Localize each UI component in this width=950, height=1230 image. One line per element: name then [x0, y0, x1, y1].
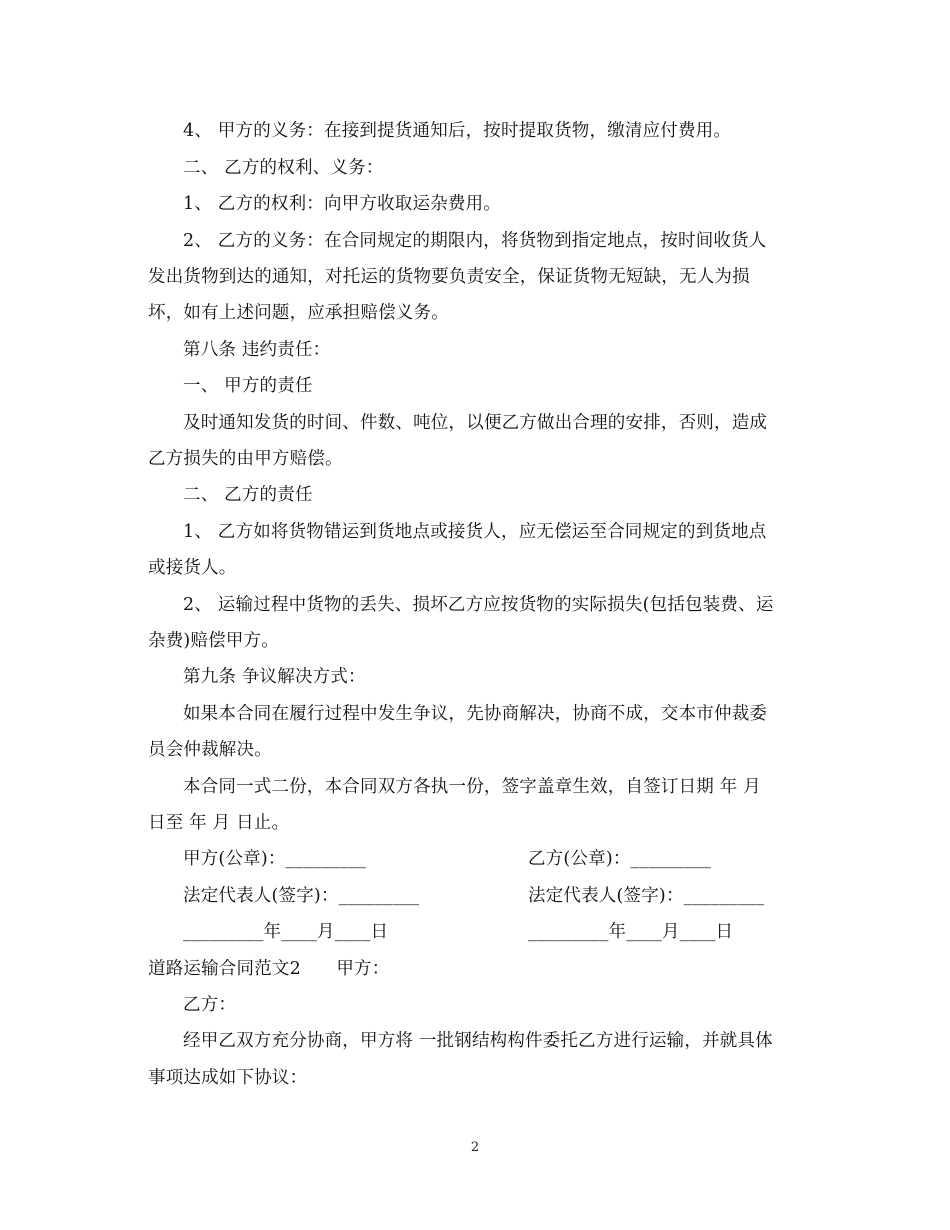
party-line: 乙方：	[183, 995, 237, 1015]
party-a-seal-field: 甲方(公章)：_________	[183, 849, 367, 869]
paragraph-line: 坏，如有上述问题，应承担赔偿义务。	[148, 303, 449, 323]
paragraph-line: 2、 乙方的义务：在合同规定的期限内，将货物到指定地点，按时间收货人	[183, 231, 767, 251]
section-heading: 二、 乙方的权利、义务：	[183, 158, 384, 178]
paragraph-line: 及时通知发货的时间、件数、吨位，以便乙方做出合理的安排，否则，造成	[183, 413, 768, 433]
paragraph-line: 2、 运输过程中货物的丢失、损坏乙方应按货物的实际损失(包括包装费、运	[183, 595, 774, 615]
party-b-representative-field: 法定代表人(签字)：_________	[528, 886, 765, 906]
article-heading: 第九条 争议解决方式：	[183, 667, 366, 687]
paragraph-line: 发出货物到达的通知，对托运的货物要负责安全，保证货物无短缺，无人为损	[148, 267, 750, 287]
paragraph-line: 事项达成如下协议：	[148, 1068, 308, 1088]
party-a-date-field: _________年____月____日	[183, 922, 389, 942]
paragraph-line: 杂费)赔偿甲方。	[148, 631, 279, 651]
paragraph-line: 4、 甲方的义务：在接到提货通知后，按时提取货物，缴清应付费用。	[183, 121, 732, 141]
section-heading: 一、 甲方的责任	[183, 376, 313, 396]
page-number: 2	[470, 1140, 480, 1155]
paragraph-line: 本合同一式二份，本合同双方各执一份，签字盖章生效，自签订日期 年 月	[183, 777, 761, 797]
document-heading: 道路运输合同范文2 甲方：	[148, 959, 390, 979]
party-b-date-field: _________年____月____日	[528, 922, 734, 942]
paragraph-line: 1、 乙方的权利：向甲方收取运杂费用。	[183, 194, 501, 214]
party-b-seal-field: 乙方(公章)：_________	[528, 849, 712, 869]
paragraph-line: 或接货人。	[148, 558, 237, 578]
paragraph-line: 员会仲裁解决。	[148, 740, 272, 760]
paragraph-line: 乙方损失的由甲方赔偿。	[148, 449, 343, 469]
paragraph-line: 1、 乙方如将货物错运到货地点或接货人，应无偿运至合同规定的到货地点	[183, 522, 767, 542]
section-heading: 二、 乙方的责任	[183, 485, 313, 505]
paragraph-line: 经甲乙双方充分协商，甲方将 一批钢结构构件委托乙方进行运输，并就具体	[183, 1031, 773, 1051]
paragraph-line: 日至 年 月 日止。	[148, 813, 290, 833]
party-a-representative-field: 法定代表人(签字)：_________	[183, 886, 420, 906]
paragraph-line: 如果本合同在履行过程中发生争议，先协商解决，协商不成，交本市仲裁委	[183, 704, 768, 724]
article-heading: 第八条 违约责任：	[183, 340, 331, 360]
